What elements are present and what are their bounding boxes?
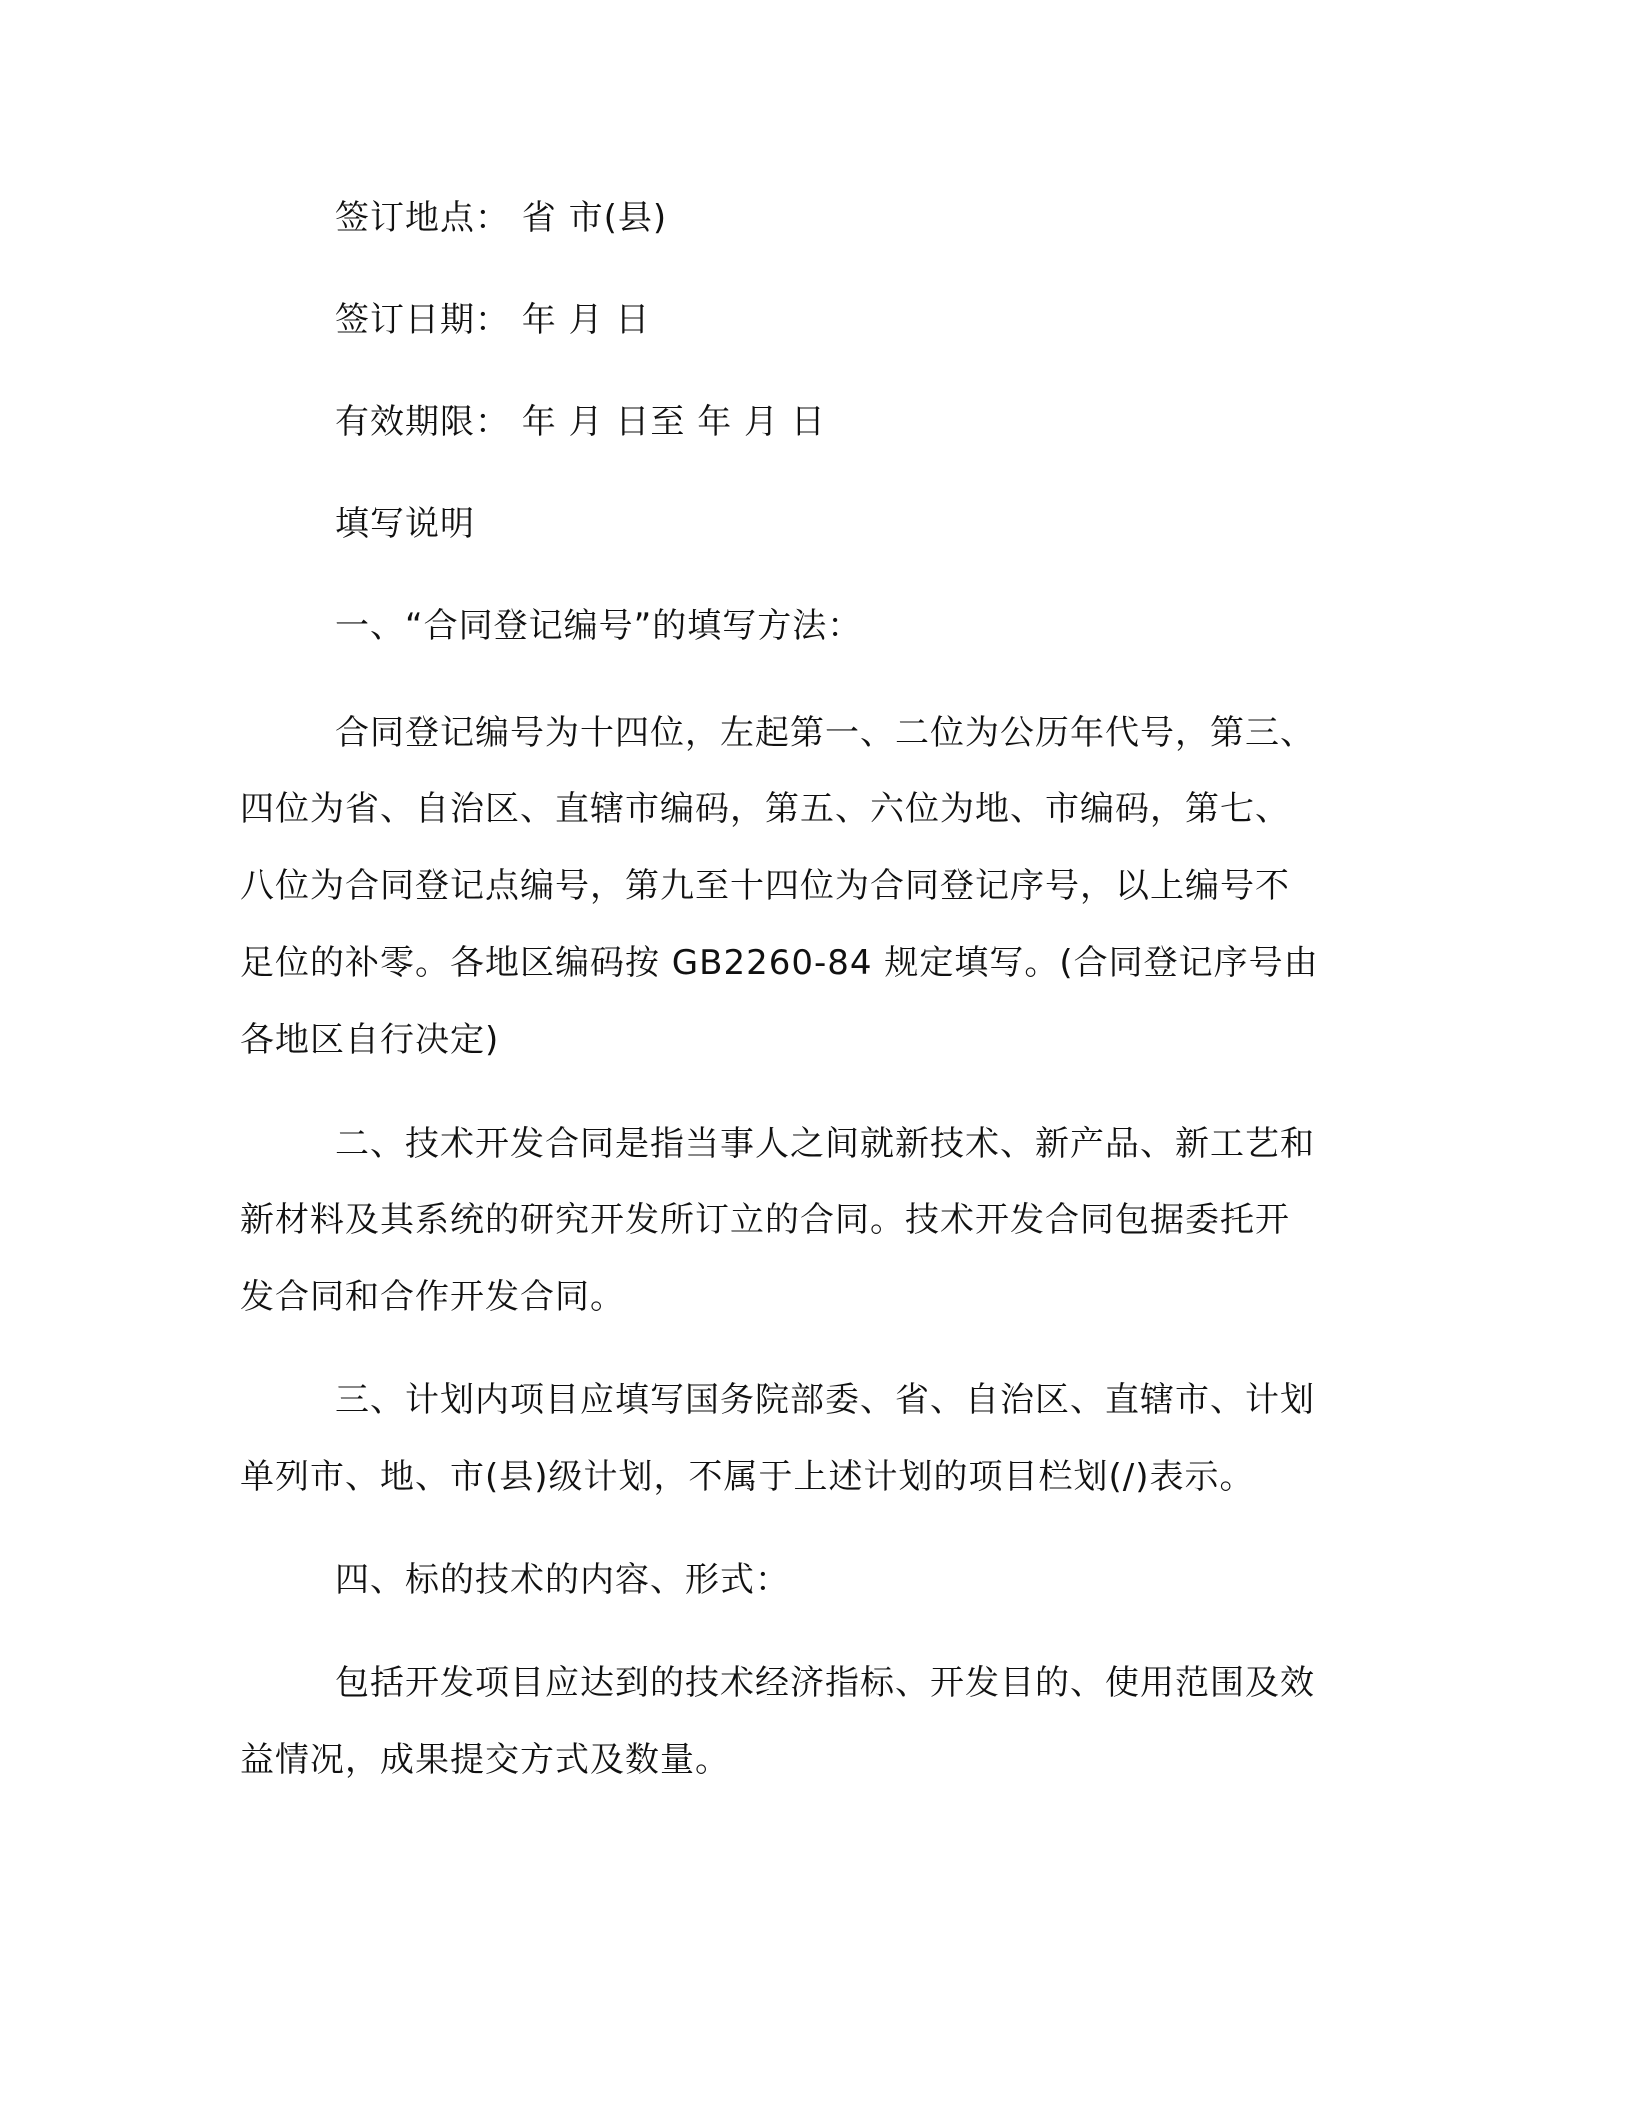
- section-1-paragraph-line: 四位为省、自治区、直辖市编码，第五、六位为地、市编码，第七、: [240, 789, 1290, 829]
- section-2-paragraph-line: 二、技术开发合同是指当事人之间就新技术、新产品、新工艺和: [335, 1124, 1315, 1164]
- signing-date-line: 签订日期： 年 月 日: [335, 300, 651, 340]
- section-1-paragraph-line: 八位为合同登记点编号，第九至十四位为合同登记序号，以上编号不: [240, 866, 1290, 906]
- section-3-paragraph-line: 三、计划内项目应填写国务院部委、省、自治区、直辖市、计划: [335, 1380, 1315, 1420]
- section-1-heading: 一、“合同登记编号”的填写方法：: [335, 606, 863, 646]
- signing-location-line: 签订地点： 省 市(县): [335, 198, 668, 238]
- validity-period-line: 有效期限： 年 月 日至 年 月 日: [335, 402, 826, 442]
- section-4-paragraph-line: 包括开发项目应达到的技术经济指标、开发目的、使用范围及效: [335, 1663, 1315, 1703]
- instructions-heading: 填写说明: [335, 504, 475, 544]
- section-1-paragraph-line: 足位的补零。各地区编码按 GB2260-84 规定填写。(合同登记序号由: [240, 943, 1319, 983]
- section-4-paragraph-line: 益情况，成果提交方式及数量。: [240, 1740, 730, 1780]
- section-3-paragraph-line: 单列市、地、市(县)级计划，不属于上述计划的项目栏划(/)表示。: [240, 1457, 1255, 1497]
- section-1-paragraph-line: 合同登记编号为十四位，左起第一、二位为公历年代号，第三、: [335, 713, 1315, 753]
- section-2-paragraph-line: 发合同和合作开发合同。: [240, 1277, 625, 1317]
- section-4-heading: 四、标的技术的内容、形式：: [335, 1560, 790, 1600]
- section-1-paragraph-line: 各地区自行决定): [240, 1020, 500, 1060]
- section-2-paragraph-line: 新材料及其系统的研究开发所订立的合同。技术开发合同包据委托开: [240, 1200, 1290, 1240]
